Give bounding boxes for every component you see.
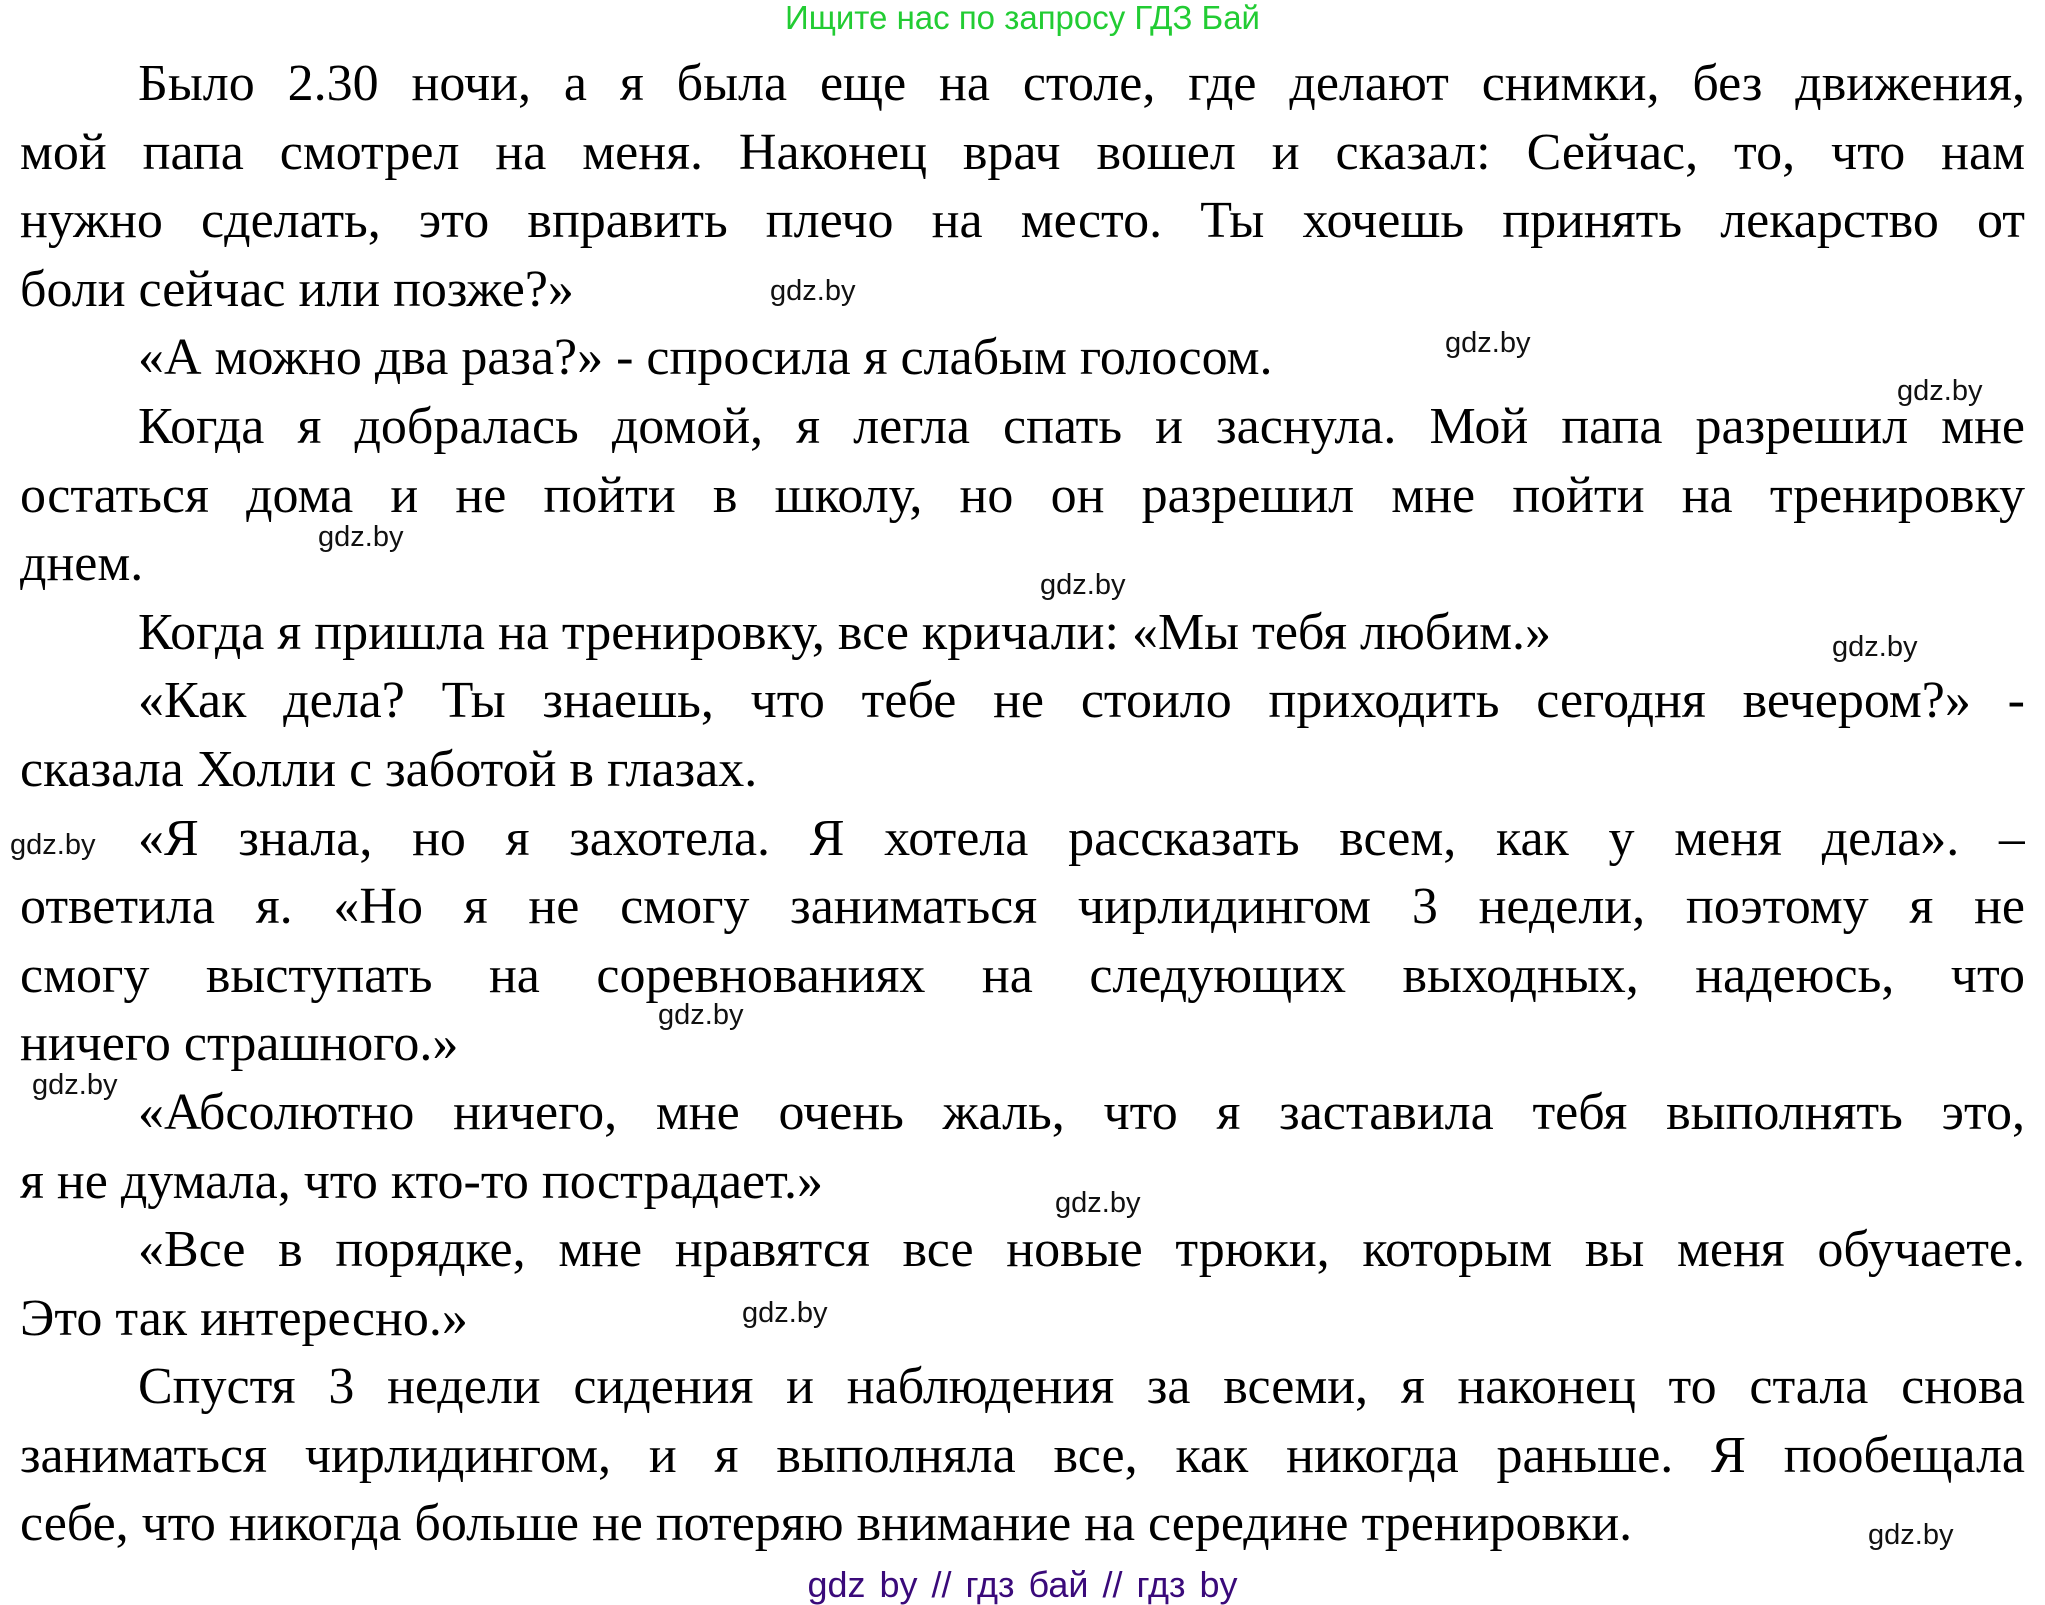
text-line: нужно сделать, это вправить плечо на место. Ты хочешь принять лекарство от [20,192,2025,250]
text-line: я не думала, что кто-то пострадает.» [20,1152,823,1210]
text-line: сказала Холли с заботой в глазах. [20,740,758,798]
text-line: остаться дома и не пойти в школу, но он разрешил мне пойти на тренировку [20,466,2025,524]
watermark: gdz.by [32,1069,118,1101]
text-line: Когда я пришла на тренировку, все кричали: «Мы тебя любим.» [138,603,1551,661]
watermark: gdz.by [658,999,744,1031]
text-line: себе, что никогда больше не потеряю внимание на середине тренировки. [20,1495,1633,1553]
text-line: мой папа смотрел на меня. Наконец врач вошел и сказал: Сейчас, то, что нам [20,123,2025,181]
text-line: смогу выступать на соревнованиях на следующих выходных, надеюсь, что [20,946,2025,1004]
text-line: «А можно два раза?» - спросила я слабым голосом. [138,329,1273,387]
text-line: заниматься чирлидингом, и я выполняла все, как никогда раньше. Я пообещала [20,1426,2025,1484]
text-line: ничего страшного.» [20,1015,459,1073]
text-line: «Все в порядке, мне нравятся все новые трюки, которым вы меня обучаете. [138,1221,2025,1279]
watermark: gdz.by [1832,631,1918,663]
text-line: днем. [20,535,144,593]
text-line: боли сейчас или позже?» [20,260,574,318]
watermark: gdz.by [10,829,96,861]
text-line: Спустя 3 недели сидения и наблюдения за всеми, я наконец то стала снова [138,1358,2025,1416]
text-line: Когда я добралась домой, я легла спать и заснула. Мой папа разрешил мне [138,397,2025,455]
watermark: gdz.by [318,521,404,553]
watermark: gdz.by [742,1297,828,1329]
search-promo-banner: Ищите нас по запросу ГДЗ Бай [785,0,1260,36]
text-line: Это так интересно.» [20,1289,468,1347]
watermark: gdz.by [1897,375,1983,407]
text-line: «Я знала, но я захотела. Я хотела рассказать всем, как у меня дела». – [138,809,2025,867]
text-line: ответила я. «Но я не смогу заниматься чирлидингом 3 недели, поэтому я не [20,878,2025,936]
watermark: gdz.by [1868,1519,1954,1551]
watermark: gdz.by [1040,569,1126,601]
text-line: Было 2.30 ночи, а я была еще на столе, где делают снимки, без движения, [138,55,2025,112]
text-line: «Как дела? Ты знаешь, что тебе не стоило приходить сегодня вечером?» - [138,672,2025,730]
watermark: gdz.by [770,275,856,307]
site-footer-banner: gdz by // гдз бай // гдз by [807,1564,1238,1605]
watermark: gdz.by [1055,1187,1141,1219]
story-text [20,50,2025,1559]
watermark: gdz.by [1445,327,1531,359]
text-line: «Абсолютно ничего, мне очень жаль, что я заставила тебя выполнять это, [138,1083,2025,1141]
